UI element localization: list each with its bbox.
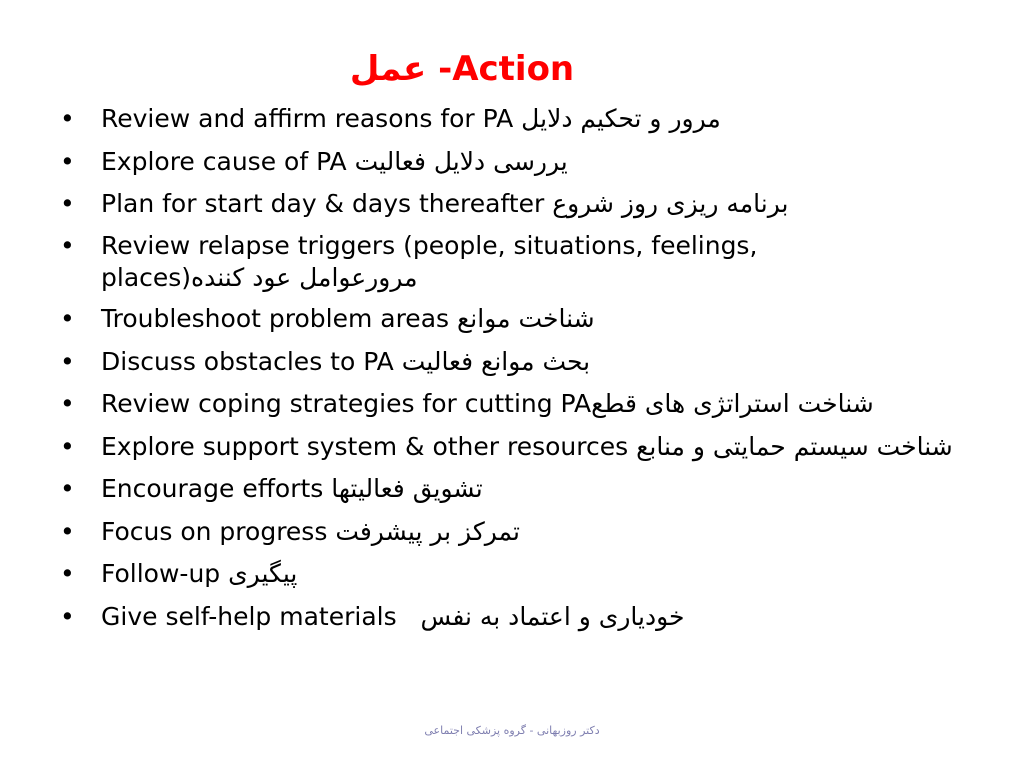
- bullet-text-en: Plan for start day & days thereafter: [101, 189, 553, 218]
- bullet-text-fa: بحث موانع فعالیت: [401, 346, 591, 376]
- bullet-item: [60, 557, 1020, 591]
- bullet-item: [60, 102, 1020, 136]
- bullet-dot: •: [60, 230, 75, 260]
- bullet-text-en: Review relapse triggers (people, situations, feelings, places): [101, 230, 758, 292]
- slide-title: [0, 46, 924, 92]
- bullet-item: [60, 145, 1020, 179]
- bullet-dot: •: [60, 346, 75, 376]
- bullet-text-en: Review coping strategies for cutting PA: [101, 389, 592, 418]
- bullet-dot: •: [60, 474, 75, 503]
- bullet-item: [60, 302, 1020, 336]
- bullet-dot: •: [60, 431, 75, 461]
- bullet-dot: •: [60, 389, 75, 418]
- bullet-list: [60, 102, 1020, 642]
- bullet-dot: •: [60, 189, 75, 218]
- bullet-item: [60, 600, 1020, 634]
- bullet-text-en: Review and affirm reasons for PA: [101, 104, 522, 133]
- slide-footer: دکتر روزبهانی - گروه پزشکی اجتماعی: [424, 724, 600, 737]
- bullet-item: [60, 472, 1020, 506]
- bullet-item: [60, 515, 1020, 549]
- bullet-text-fa: برنامه ریزی روز شروع: [552, 189, 789, 218]
- bullet-text-en: Focus on progress: [101, 516, 336, 546]
- bullet-dot: •: [60, 304, 75, 333]
- slide-title-en: -Action: [438, 49, 575, 89]
- bullet-dot: •: [60, 559, 75, 588]
- bullet-text-fa: یررسی دلایل فعالیت: [354, 146, 568, 176]
- bullet-item: [60, 230, 901, 294]
- bullet-item: [60, 387, 1020, 421]
- bullet-text-fa: تشویق فعالیتها: [331, 474, 483, 503]
- bullet-text-fa: مرورعوامل عود کننده: [191, 262, 418, 292]
- bullet-text-en: Follow-up: [101, 559, 229, 588]
- bullet-text-fa: شناخت موانع: [456, 304, 595, 333]
- bullet-text-en: Explore support system & other resources: [101, 431, 637, 461]
- bullet-dot: •: [60, 516, 75, 546]
- slide-title-fa: عمل: [349, 49, 427, 89]
- bullet-text-en: Give self-help materials: [101, 601, 421, 631]
- bullet-text-fa: خودیاری و اعتماد به نفس: [420, 601, 685, 631]
- bullet-text-fa: تمرکز بر پیشرفت: [335, 516, 520, 546]
- bullet-text-fa: شناخت استراتژی های قطع: [591, 389, 874, 418]
- bullet-dot: •: [60, 146, 75, 176]
- bullet-text-en: Troubleshoot problem areas: [101, 304, 457, 333]
- bullet-text-fa: مرور و تحکیم دلایل: [521, 104, 721, 133]
- bullet-text-en: Discuss obstacles to PA: [101, 346, 402, 376]
- bullet-text-fa: پیگیری: [228, 559, 298, 588]
- bullet-text-fa: شناخت سیستم حمایتی و منابع: [636, 431, 953, 461]
- bullet-item: [60, 430, 1020, 464]
- bullet-item: [60, 345, 1020, 379]
- bullet-text-en: Encourage efforts: [101, 474, 332, 503]
- bullet-dot: •: [60, 104, 75, 133]
- bullet-item: [60, 187, 1020, 221]
- bullet-dot: •: [60, 601, 75, 631]
- bullet-text-en: Explore cause of PA: [101, 146, 355, 176]
